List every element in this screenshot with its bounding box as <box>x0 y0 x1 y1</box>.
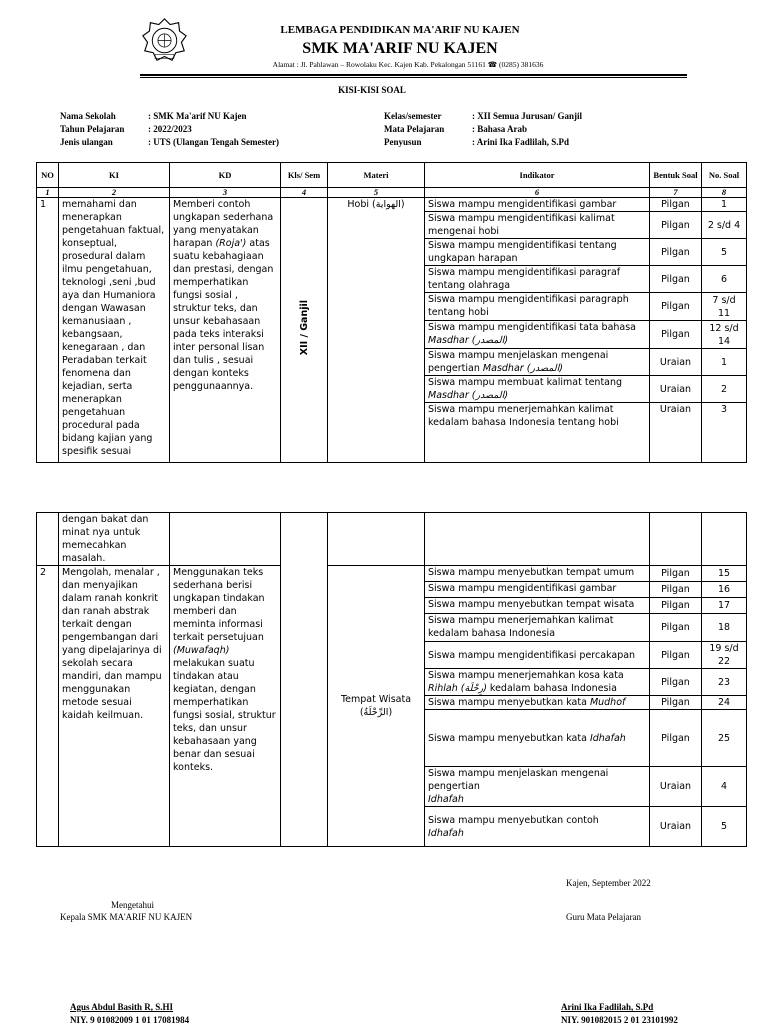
bentuk-soal: Pilgan <box>650 198 702 212</box>
indicator: Siswa mampu mengidentifikasi paragraf tentang olahraga <box>425 266 650 293</box>
header-indikator: Indikator <box>425 163 650 188</box>
bentuk-soal: Pilgan <box>650 642 702 669</box>
meta-jenis-label: Jenis ulangan <box>60 137 113 147</box>
school-name: SMK MA'ARIF NU KAJEN <box>302 40 498 57</box>
bentuk-soal: Pilgan <box>650 710 702 767</box>
bentuk-soal: Pilgan <box>650 266 702 293</box>
materi-cont <box>328 513 425 566</box>
bentuk-soal: Pilgan <box>650 696 702 710</box>
kisi-table-page1 <box>36 162 747 463</box>
col-number: 1 <box>37 188 59 198</box>
no-soal: 23 <box>702 669 747 696</box>
kepala-name: Agus Abdul Basith R, S.HI <box>70 1002 174 1012</box>
indicator: Siswa mampu menerjemahkan kalimat kedalam bahasa Indonesia <box>425 614 650 642</box>
indicator: Siswa mampu menyebutkan kata Mudhof <box>425 696 650 710</box>
bentuk-soal: Pilgan <box>650 582 702 598</box>
ki-text: memahami dan menerapkan pengetahuan faktual, konseptual, prosedural dalam ilmu pengetahuan, teknologi ,seni ,bud aya dan Humaniora dengan Wawasan kemanusiaan , kebangsaan, kenegaraan , dan Peradaban terkait fenomena dan kejadian, serta menerapkan pengetahuan procedural pada bidang kajian yang spesifik sesuai <box>59 198 170 463</box>
no-soal: 6 <box>702 266 747 293</box>
indicator: Siswa mampu membuat kalimat tentang Masdhar (المصدر) <box>425 376 650 403</box>
bentuk-soal: Uraian <box>650 403 702 463</box>
indicator: Siswa mampu mengidentifikasi paragraph tentang hobi <box>425 293 650 321</box>
indicator: Siswa mampu menyebutkan kata Idhafah <box>425 710 650 767</box>
kepala-niy: NIY. 9 01082009 1 01 17081984 <box>70 1015 190 1025</box>
bentuk-soal: Uraian <box>650 807 702 847</box>
meta-mapel: : Bahasa Arab <box>472 124 528 134</box>
header-kls-sem: Kls/ Sem <box>281 163 328 188</box>
no-soal: 25 <box>702 710 747 767</box>
row-number: 2 <box>37 566 59 847</box>
document-title: KISI-KISI SOAL <box>338 85 406 95</box>
indicator: Siswa mampu mengidentifikasi gambar <box>425 582 650 598</box>
col-number: 6 <box>425 188 650 198</box>
no-soal: 15 <box>702 566 747 582</box>
header-bentuk-soal: Bentuk Soal <box>650 163 702 188</box>
header-materi: Materi <box>328 163 425 188</box>
indicator: Siswa mampu menjelaskan mengenai pengertian Idhafah <box>425 767 650 807</box>
bentuk-soal: Pilgan <box>650 566 702 582</box>
ki-text: Mengolah, menalar , dan menyajikan dalam ranah konkrit dan ranah abstrak terkait dengan pengembangan dari yang dipelajarinya di sekolah secara mandiri, dan mampu menggunakan metode sesuai kaidah keilmuan. <box>59 566 170 847</box>
meta-jenis: : UTS (Ulangan Tengah Semester) <box>148 137 280 147</box>
place-date: Kajen, September 2022 <box>566 878 651 888</box>
bentuk-soal: Pilgan <box>650 212 702 239</box>
guru-name: Arini Ika Fadlilah, S.Pd <box>561 1002 654 1012</box>
row-number: 1 <box>37 198 59 463</box>
bentuk-soal: Pilgan <box>650 598 702 614</box>
indicator: Siswa mampu mengidentifikasi kalimat mengenai hobi <box>425 212 650 239</box>
indicator: Siswa mampu mengidentifikasi tata bahasa Masdhar (المصدر) <box>425 321 650 349</box>
bentuk-soal: Uraian <box>650 767 702 807</box>
bentuk-soal: Pilgan <box>650 321 702 349</box>
materi: Hobi (الهواية) <box>328 198 425 463</box>
kisi-table-page2 <box>36 512 747 847</box>
no-soal: 5 <box>702 239 747 266</box>
bentuk-soal: Pilgan <box>650 293 702 321</box>
no-soal: 5 <box>702 807 747 847</box>
no-soal: 3 <box>702 403 747 463</box>
bentuk-soal: Pilgan <box>650 669 702 696</box>
bentuk-soal: Uraian <box>650 349 702 376</box>
materi: Tempat Wisata (الرِّحْلَةُ) <box>328 566 425 847</box>
meta-nama-sekolah-label: Nama Sekolah <box>60 111 116 121</box>
no-soal: 2 s/d 4 <box>702 212 747 239</box>
mengetahui-label: Mengetahui <box>111 900 154 910</box>
col-number: 4 <box>281 188 328 198</box>
col-number: 2 <box>59 188 170 198</box>
meta-penyusun: : Arini Ika Fadlilah, S.Pd <box>472 137 570 147</box>
no-soal: 17 <box>702 598 747 614</box>
kls-sem: XII / Ganjil <box>281 198 328 463</box>
indicator: Siswa mampu menyebutkan tempat umum <box>425 566 650 582</box>
indicator: Siswa mampu menerjemahkan kalimat kedalam bahasa Indonesia tentang hobi <box>425 403 650 463</box>
indicator: Siswa mampu mengidentifikasi percakapan <box>425 642 650 669</box>
no-soal: 12 s/d 14 <box>702 321 747 349</box>
kd-text: Memberi contoh ungkapan sederhana yang menyatakan harapan (Roja') atas suatu kebahagiaan dan prestasi, dengan memperhatikan fungsi sosial , struktur teks, dan unsur kebahasaan pada teks interaksi inter personal lisan dan tulis , sesuai dengan konteks penggunaannya. <box>170 198 281 463</box>
header-divider <box>140 74 687 78</box>
ki-text-cont: dengan bakat dan minat nya untuk memecahkan masalah. <box>59 513 170 566</box>
indicator: Siswa mampu menerjemahkan kosa kata Rihlah (رِحْلَة) kedalam bahasa Indonesia <box>425 669 650 696</box>
guru-niy: NIY. 901082015 2 01 23101992 <box>561 1015 678 1025</box>
kepala-title: Kepala SMK MA'ARIF NU KAJEN <box>60 912 193 922</box>
meta-nama-sekolah: : SMK Ma'arif NU Kajen <box>148 111 247 121</box>
no-soal: 1 <box>702 349 747 376</box>
no-soal: 16 <box>702 582 747 598</box>
kd-text: Menggunakan teks sederhana berisi ungkapan tindakan memberi dan meminta informasi terkait persetujuan (Muwafaqh) melakukan suatu tindakan atau kegiatan, dengan memperhatikan fungsi sosial, struktur teks, dan unsur kebahasaan yang benar dan sesuai konteks. <box>170 566 281 847</box>
meta-kelas-label: Kelas/semester <box>384 111 442 121</box>
no-soal: 2 <box>702 376 747 403</box>
bentuk-soal: Pilgan <box>650 239 702 266</box>
institution-name: LEMBAGA PENDIDIKAN MA'ARIF NU KAJEN <box>280 24 520 36</box>
no-soal: 4 <box>702 767 747 807</box>
guru-title: Guru Mata Pelajaran <box>566 912 641 922</box>
header-no-soal: No. Soal <box>702 163 747 188</box>
meta-penyusun-label: Penyusun <box>384 137 422 147</box>
row-number-cont <box>37 513 59 566</box>
kd-text-cont <box>170 513 281 566</box>
indicator: Siswa mampu menjelaskan mengenai pengertian Masdhar (المصدر) <box>425 349 650 376</box>
indicator: Siswa mampu mengidentifikasi gambar <box>425 198 650 212</box>
no-soal-cont <box>702 513 747 566</box>
col-number: 7 <box>650 188 702 198</box>
indicator-cont <box>425 513 650 566</box>
indicator: Siswa mampu menyebutkan contoh Idhafah <box>425 807 650 847</box>
header-ki: KI <box>59 163 170 188</box>
header-no: NO <box>37 163 59 188</box>
no-soal: 7 s/d 11 <box>702 293 747 321</box>
no-soal: 24 <box>702 696 747 710</box>
kls-sem-cont <box>281 513 328 847</box>
no-soal: 19 s/d 22 <box>702 642 747 669</box>
meta-tahun: : 2022/2023 <box>148 124 192 134</box>
bentuk-soal: Uraian <box>650 376 702 403</box>
bentuk-soal: Pilgan <box>650 614 702 642</box>
header-kd: KD <box>170 163 281 188</box>
indicator: Siswa mampu mengidentifikasi tentang ungkapan harapan <box>425 239 650 266</box>
meta-kelas: : XII Semua Jurusan/ Ganjil <box>472 111 583 121</box>
indicator: Siswa mampu menyebutkan tempat wisata <box>425 598 650 614</box>
col-number: 5 <box>328 188 425 198</box>
school-address: Alamat : Jl. Pahlawan – Rowolaku Kec. Kajen Kab. Pekalongan 51161 ☎ (0285) 381636 <box>272 60 544 69</box>
col-number: 8 <box>702 188 747 198</box>
bentuk-soal-cont <box>650 513 702 566</box>
meta-tahun-label: Tahun Pelajaran <box>60 124 125 134</box>
no-soal: 1 <box>702 198 747 212</box>
meta-mapel-label: Mata Pelajaran <box>384 124 445 134</box>
col-number: 3 <box>170 188 281 198</box>
no-soal: 18 <box>702 614 747 642</box>
